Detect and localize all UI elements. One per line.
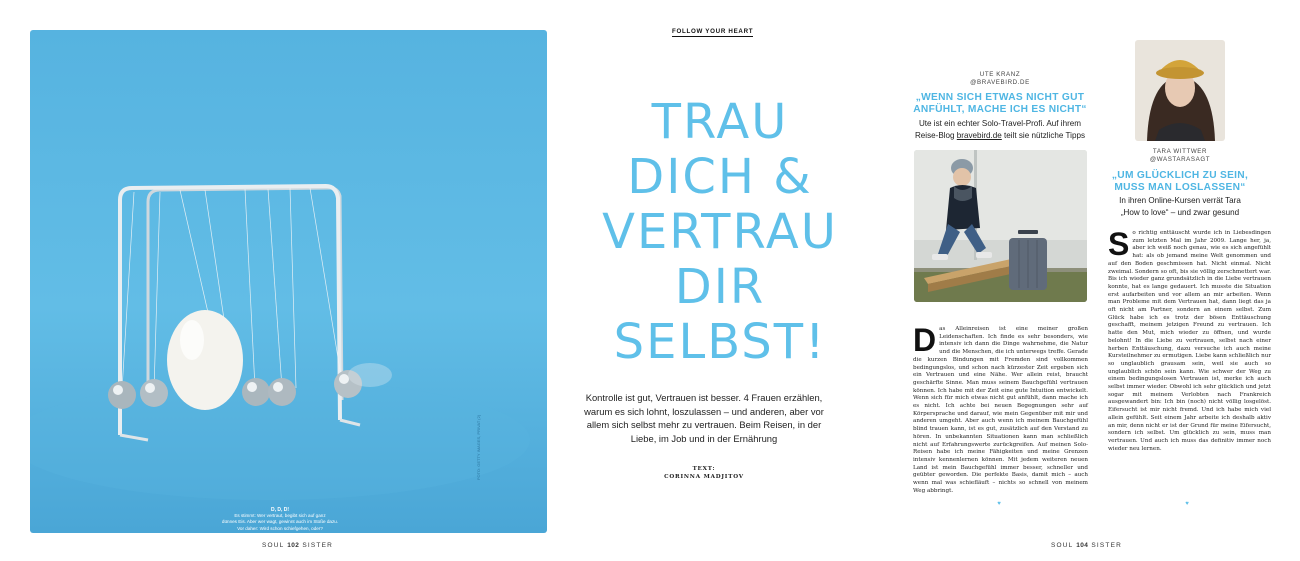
headline: [560, 95, 880, 370]
photo-caption-line: Es stimmt: Wer vertraut, begibt sich auf ganz: [234, 513, 326, 519]
folio-right: [1051, 542, 1122, 549]
folio-page-number: 102: [287, 542, 300, 549]
profile-handle: @BRAVEBIRD.DE: [970, 79, 1030, 86]
pull-quote-line: „UM GLÜCKLICH ZU SEIN,: [1111, 170, 1249, 181]
article-body-text: as Alleinreisen ist eine meiner großen Leidenschaften. Ich finde es sehr besonders, wie intensiv ich dann die Dinge wahrnehme, die Natur und die Menschen, die ich unterwegs treffe. Gerade die kurzen Bindungen mit Fremden sind vollkommen bedingungslos, und schon nach kürzester Zeit ergeben sich ein Vertrauen und eine Nähe. Wer allein reist, braucht geschärfte Sinne. Man muss seinem Bauchgefühl vertrauen können. Ich habe mit der Zeit eine gute Intuition entwickelt. Wenn sich für mich etwas nicht gut anfühlt, dann mache ich es nicht. Ich achte bei neuen Begegnungen sehr auf Körpersprache und darauf, wie mein Gegenüber mit mir und anderen umgeht. Aber auch wenn ich meinem Bauchgefühl blind trauen kann, ist es gut, zusätzlich auf den Verstand zu hören. In unbekannten Situationen kann man schließlich nicht auf Erfahrungswerte zurückgreifen. Auf meinen Solo-Reisen habe ich meine Fähigkeiten und meine Grenzen intensiv kennenlernen können. Mit jedem weiteren neuen Land ist mein Bauchgefühl immer besser, schneller und geübter geworden. Die perfekte Basis, damit mich – auch wenn mal was schiefläuft – nichts so schnell von meinem Weg abbringt.: [913, 326, 1088, 494]
photo-caption-title: D, D, D!: [270, 507, 290, 513]
author-label: TEXT:: [692, 466, 716, 472]
profile-intro: [890, 118, 1110, 141]
folio-brand: SISTER: [1091, 542, 1123, 549]
cradle-illustration: [30, 30, 547, 533]
headline-line: SELBST!: [613, 314, 827, 370]
folio-brand: SOUL: [262, 542, 285, 549]
drop-cap: S: [1108, 226, 1130, 262]
pull-quote-line: „WENN SICH ETWAS NICHT GUT: [915, 92, 1085, 103]
profile-name: UTE KRANZ: [979, 71, 1021, 78]
folio-brand: SISTER: [302, 542, 334, 549]
heart-icon: ♥: [1185, 501, 1189, 507]
profile-intro: [1070, 195, 1290, 218]
profile-name: TARA WITTWER: [1152, 148, 1208, 155]
kicker-label: FOLLOW YOUR HEART: [672, 28, 754, 35]
article-body-text: o richtig enttäuscht wurde ich in Liebesdingen zum letzten Mal im Jahr 2009. Lange her, ja, aber ich weiß noch genau, wie es sich angefühlt hat: als ob jemand meine Welt genommen und auf den Boden geschmissen hat. Nicht einmal. Nicht zweimal. Sondern so oft, bis sie völlig zerschmettert war. Bis ich wieder ganz grundsätzlich in die Liebe vertrauen konnte, hat es lange gedauert. Ich musste die Situation erst aufarbeiten und vor allem an mir arbeiten. Wenn man Probleme mit dem Vertrauen hat, dann liegt das ja oft nicht am Partner, sondern an einem selbst. Zum Glück habe ich es trotz der bösen Enttäuschung geschafft, meinem jetzigen Freund zu vertrauen. Ich hatte den Mut, mich wieder zu öffnen, und wurde belohnt! In die Liebe zu vertrauen, selbst nach einer herben Enttäuschung, dazu versuche ich auch meine Kursteilnehmer zu ermutigen. Liebe kann schließlich nur so unglaublich grausam sein, weil sie auch so unglaublich schön sein kann. Wie schwer der Weg zu einem bedingungslosen Vertrauen ist, merke ich auch selbst immer wieder. Obwohl ich sehr glücklich und jetzt sogar mit meinem Verlobten nach Frankreich ausgewandert bin: Ich bin (noch) nicht völlig losgelöst. Eifersucht ist mir nicht fremd. Und ich habe mich viel allein gefühlt. Seit einem Jahr arbeite ich deshalb aktiv an mir, denn nicht er ist der Grund für meine Eifersucht, sondern ich selbst. Um glücklich zu sein, muss man vertrauen. Und auch ich muss das definitiv immer noch wieder neu lernen.: [1108, 230, 1271, 452]
photo-caption: [180, 507, 380, 532]
heart-icon: ♥: [997, 501, 1001, 507]
photo-caption-line: dünnes Eis. Aber wer wagt, gewinnt auch im Stoße dazu.: [221, 519, 339, 525]
intro-text: Reise-Blog: [914, 130, 957, 140]
photo-caption-line: Vor daher: Wird schon schiefgehen, oder?: [237, 525, 323, 531]
pull-quote-line: ANFÜHLT, MACHE ICH ES NICHT“: [913, 103, 1087, 115]
lead-paragraph: Kontrolle ist gut, Vertrauen ist besser. 4 Frauen erzählen, warum es sich lohnt, loszulassen – und anderen, aber vor allem sich selbst mehr zu vertrauen. Beim Reisen, in der Liebe, im Job und in der Ernährung: [584, 392, 824, 444]
author-name: CORINNA MADJITOV: [664, 474, 744, 480]
pull-quote: [1070, 170, 1290, 193]
article-body: [913, 322, 1088, 495]
profile-intro-line: „How to love“ – und zwar gesund: [1120, 207, 1240, 217]
headline-line: DICH &: [627, 149, 813, 205]
folio-page-number: 104: [1076, 542, 1089, 549]
profile-intro-line: [890, 130, 1110, 142]
drop-cap: D: [913, 322, 937, 358]
folio-left: [262, 542, 333, 549]
ute-portrait-photo: [914, 150, 1087, 302]
intro-text: teilt sie nützliche Tipps: [1001, 130, 1086, 140]
profile-intro-line: In ihren Online-Kursen verrät Tara: [1119, 196, 1241, 205]
profile-handle: @WASTARASAGT: [1149, 156, 1211, 163]
folio-brand: SOUL: [1051, 542, 1074, 549]
headline-line: VERTRAU: [602, 204, 838, 260]
article-body: [1108, 226, 1271, 453]
tara-portrait-photo: [1135, 40, 1225, 141]
newtons-cradle-photo: [30, 30, 547, 533]
headline-line: DIR: [674, 259, 766, 315]
blog-link[interactable]: bravebird.de: [956, 130, 1002, 140]
headline-line: TRAU: [651, 94, 789, 150]
photo-credit: FOTO: GETTY IMAGES, PRIVAT (2): [476, 414, 481, 480]
pull-quote-line: MUSS MAN LOSLASSEN“: [1114, 181, 1246, 193]
pull-quote: [890, 92, 1110, 115]
profile-intro-line: Ute ist ein echter Solo-Travel-Profi. Auf ihrem: [918, 119, 1082, 128]
